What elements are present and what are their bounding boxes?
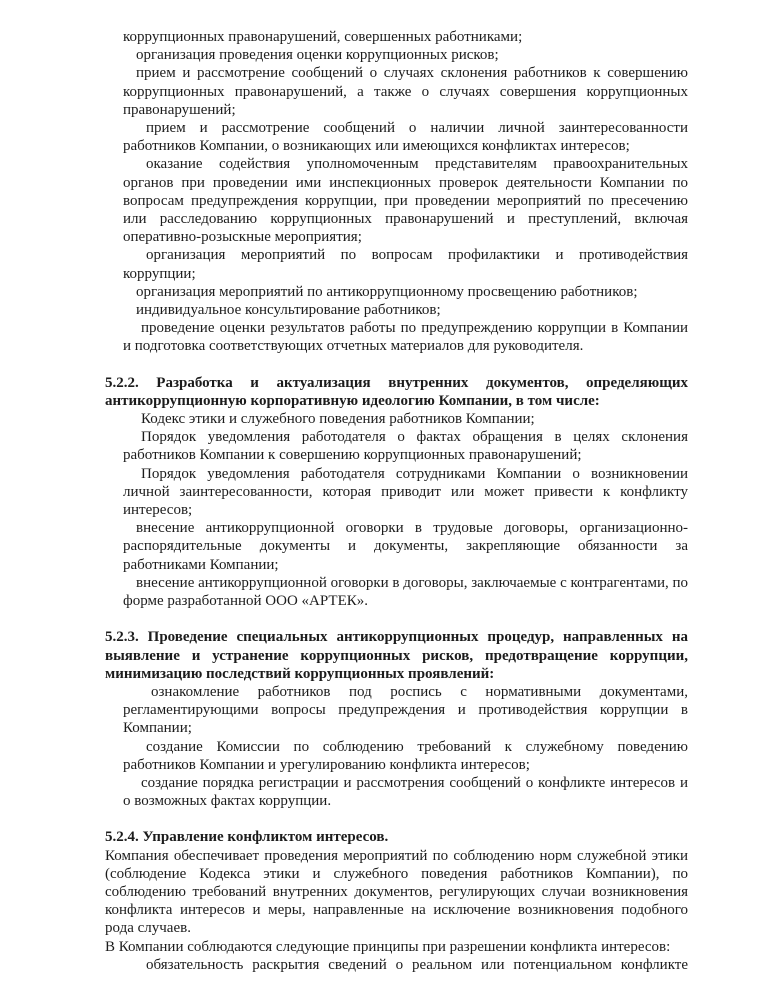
list-item: Порядок уведомления работодателя о фактах обращения в целях склонения работников Компании к совершению коррупционных правонарушений; xyxy=(123,429,688,464)
paragraph: Компания обеспечивает проведения мероприятий по соблюдению норм служебной этики (соблюдение Кодекса этики и служебного поведения работников Компании), по соблюдению требований внутренних документов, регулирующих случаи возникновения конфликта интересов и меры, направленные на исключение возникновения подобного рода случаев. xyxy=(105,847,688,937)
list-item: внесение антикоррупционной оговорки в трудовые договоры, организационно-распорядительные документы и документы, закрепляющие обязанности за работниками Компании; xyxy=(123,520,688,573)
list-item: создание Комиссии по соблюдению требований к служебному поведению работников Компании и урегулированию конфликта интересов; xyxy=(123,738,688,773)
list-item: организация мероприятий по антикоррупционному просвещению работников; xyxy=(136,283,638,300)
list-item: организация мероприятий по вопросам профилактики и противодействия коррупции; xyxy=(123,247,688,282)
list-item: оказание содействия уполномоченным представителям правоохранительных органов при проведении ими инспекционных проверок деятельности Компании по вопросам предупреждения коррупции, при проведении мероприятий по пресечению или расследованию коррупционных правонарушений и преступлений, включая оперативно-розыскные мероприятия; xyxy=(123,156,688,246)
list-item: Порядок уведомления работодателя сотрудниками Компании о возникновении личной заинтересованности, которая приводит или может привести к конфликту интересов; xyxy=(123,465,688,519)
list-item: ознакомление работников под роспись с нормативными документами, регламентирующими вопросы предупреждения и противодействия коррупции в Компании; xyxy=(123,683,688,737)
list-item: Кодекс этики и служебного поведения работников Компании; xyxy=(141,411,535,428)
list-item: прием и рассмотрение сообщений о наличии личной заинтересованности работников Компании, о возникающих или имеющихся конфликтах интересов; xyxy=(123,120,688,155)
list-item-cut-off: обязательность раскрытия сведений о реальном или потенциальном конфликте xyxy=(146,956,688,973)
list-item: организация проведения оценки коррупционных рисков; xyxy=(136,47,499,64)
section-heading-5-2-3: 5.2.3. Проведение специальных антикоррупционных процедур, направленных на выявление и устранение коррупционных рисков, предотвращение коррупции, минимизацию последствий коррупционных проявлений: xyxy=(105,629,688,682)
list-item: индивидуальное консультирование работников; xyxy=(136,302,441,319)
document-content xyxy=(105,28,688,974)
list-item: проведение оценки результатов работы по предупреждению коррупции в Компании и подготовка соответствующих отчетных материалов для руководителя. xyxy=(123,320,688,355)
list-item: создание порядка регистрации и рассмотрения сообщений о конфликте интересов и о возможных фактах коррупции. xyxy=(123,774,688,810)
list-item: внесение антикоррупционной оговорки в договоры, заключаемые с контрагентами, по форме разработанной ООО «АРТЕК». xyxy=(123,574,689,610)
paragraph: В Компании соблюдаются следующие принципы при разрешении конфликта интересов: xyxy=(105,938,671,955)
section-heading-5-2-2: 5.2.2. Разработка и актуализация внутренних документов, определяющих антикоррупционную корпоративную идеологию Компании, в том числе: xyxy=(105,374,688,409)
paragraph-continuation: коррупционных правонарушений, совершенных работниками; xyxy=(123,29,523,45)
list-item: прием и рассмотрение сообщений о случаях склонения работников к совершению коррупционных правонарушений, а также о случаях совершения коррупционных правонарушений; xyxy=(123,65,688,118)
section-heading-5-2-4: 5.2.4. Управление конфликтом интересов. xyxy=(105,829,389,846)
